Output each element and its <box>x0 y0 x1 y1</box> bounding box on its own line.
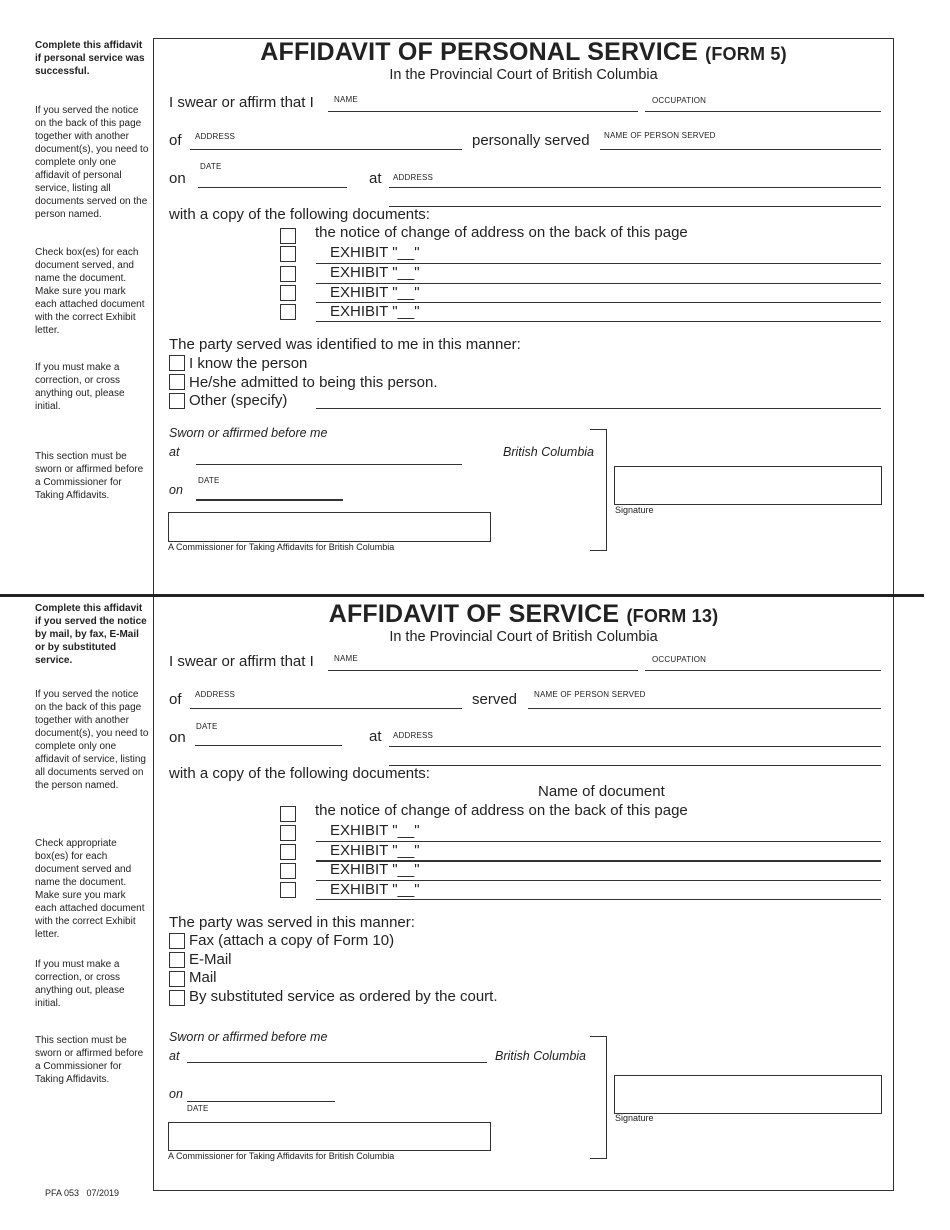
form5-exhibit-checkbox[interactable] <box>280 246 296 262</box>
form13-name-label: NAME <box>334 654 358 663</box>
form5-exhibit-checkbox[interactable] <box>280 304 296 320</box>
form5-id-option: I know the person <box>189 355 308 372</box>
form5-on-label: on <box>169 170 186 187</box>
form13-commissioner-label: A Commissioner for Taking Affidavits for British Columbia <box>168 1151 395 1161</box>
side1-p3: If you must make a correction, or cross anything out, please initial. <box>35 362 125 412</box>
form5-exhibit-label: EXHIBIT "__" <box>330 264 420 281</box>
form13-address2-label: ADDRESS <box>393 731 434 740</box>
form13-on-label: on <box>169 729 186 746</box>
form13-manner-option: E-Mail <box>189 951 232 968</box>
form13-sworn-date-label: DATE <box>187 1104 209 1113</box>
form13-bc-label: British Columbia <box>495 1049 587 1063</box>
form5-identified-label: The party served was identified to me in this manner: <box>169 336 521 353</box>
form13-address-field[interactable] <box>190 708 462 709</box>
form13-name-served-field[interactable] <box>528 708 881 709</box>
form13-exhibit-label: EXHIBIT "__" <box>330 881 420 898</box>
form13-name-of-doc-label: Name of document <box>538 783 665 800</box>
form5-docs-label: with a copy of the following documents: <box>169 206 430 223</box>
form5-sworn-date-field[interactable] <box>196 499 343 501</box>
form13-form-no: (FORM 13) <box>626 606 719 626</box>
form-code: PFA 053 07/2019 <box>45 1188 120 1198</box>
form13-date-field[interactable] <box>195 745 342 746</box>
form5-exhibit-checkbox[interactable] <box>280 266 296 282</box>
form5-notice-checkbox[interactable] <box>280 228 296 244</box>
form5-exhibit-label: EXHIBIT "__" <box>330 244 420 261</box>
form13-on-italic: on <box>169 1087 183 1101</box>
form13-exhibit-checkbox[interactable] <box>280 844 296 860</box>
form13-title <box>153 600 894 629</box>
form5-title <box>153 38 894 67</box>
form13-exhibit-checkbox[interactable] <box>280 882 296 898</box>
form13-served-label: served <box>472 691 518 708</box>
form5-exhibit-label: EXHIBIT "__" <box>330 284 420 301</box>
form5-commissioner-box[interactable] <box>168 512 491 542</box>
form13-signature-label: Signature <box>615 1113 654 1123</box>
form5-subtitle: In the Provincial Court of British Columbia <box>389 67 658 83</box>
form13-exhibit-checkbox[interactable] <box>280 863 296 879</box>
form5-commissioner-label: A Commissioner for Taking Affidavits for British Columbia <box>168 542 395 552</box>
side2-bold: Complete this affidavit if you served the notice by mail, by fax, E-Mail or by substituted service. <box>35 603 147 666</box>
form5-occupation-field[interactable] <box>645 111 881 112</box>
form13-at-italic: at <box>169 1049 180 1063</box>
form13-bracket <box>590 1036 607 1159</box>
form13-exhibit-field[interactable] <box>316 899 881 900</box>
form13-manner-label: The party was served in this manner: <box>169 914 415 931</box>
form5-address-label: ADDRESS <box>195 132 236 141</box>
form13-of-label: of <box>169 691 182 708</box>
form13-notice-label: the notice of change of address on the back of this page <box>315 802 688 819</box>
form5-exhibit-field[interactable] <box>316 321 881 322</box>
form13-manner-option: Fax (attach a copy of Form 10) <box>189 932 395 949</box>
form13-exhibit-label: EXHIBIT "__" <box>330 842 420 859</box>
form13-sworn-date-field[interactable] <box>187 1101 335 1102</box>
form13-exhibit-checkbox[interactable] <box>280 825 296 841</box>
form13-sworn-at-field[interactable] <box>187 1062 487 1063</box>
form5-other-field[interactable] <box>316 408 881 409</box>
form13-manner-checkbox[interactable] <box>169 933 185 949</box>
form5-address2-label: ADDRESS <box>393 173 434 182</box>
form13-docs-label: with a copy of the following documents: <box>169 765 430 782</box>
form5-sworn-date-label: DATE <box>198 476 220 485</box>
form5-exhibit-label: EXHIBIT "__" <box>330 303 420 320</box>
form13-manner-checkbox[interactable] <box>169 952 185 968</box>
form5-date-field[interactable] <box>198 187 347 188</box>
form5-id-option: He/she admitted to being this person. <box>189 374 438 391</box>
side2-p3: If you must make a correction, or cross anything out, please initial. <box>35 959 125 1009</box>
form13-occupation-field[interactable] <box>645 670 881 671</box>
form13-address2-field[interactable] <box>389 746 881 747</box>
form5-title-text: AFFIDAVIT OF PERSONAL SERVICE <box>260 38 699 66</box>
side2-p1: If you served the notice on the back of this page together with another document(s), you need to complete only one affidavit of service, listing all documents served on the person named. <box>35 689 149 791</box>
form13-title-text: AFFIDAVIT OF SERVICE <box>328 600 620 628</box>
form5-name-label: NAME <box>334 95 358 104</box>
form5-sworn-at-field[interactable] <box>196 464 462 465</box>
form5-name-served-field[interactable] <box>600 149 881 150</box>
form13-occupation-label: OCCUPATION <box>652 655 707 664</box>
form5-sworn-label: Sworn or affirmed before me <box>169 426 328 440</box>
side1-p4: This section must be sworn or affirmed before a Commissioner for Taking Affidavits. <box>35 451 144 501</box>
form13-at-label: at <box>369 728 382 745</box>
form5-on-italic: on <box>169 483 183 497</box>
form5-id-option: Other (specify) <box>189 392 288 409</box>
form5-signature-label: Signature <box>615 505 654 515</box>
form5-notice-label: the notice of change of address on the back of this page <box>315 224 688 241</box>
form5-at-label: at <box>369 170 382 187</box>
form13-manner-option: Mail <box>189 969 217 986</box>
form5-at-italic: at <box>169 445 180 459</box>
form13-date-label: DATE <box>196 722 218 731</box>
form5-signature-box[interactable] <box>614 466 882 505</box>
form5-name-field[interactable] <box>328 111 638 112</box>
form5-address2-field[interactable] <box>389 187 881 188</box>
form5-bracket <box>590 429 607 551</box>
form5-id-checkbox[interactable] <box>169 355 185 371</box>
form13-commissioner-box[interactable] <box>168 1122 491 1151</box>
form13-sworn-label: Sworn or affirmed before me <box>169 1030 328 1044</box>
form13-address-label: ADDRESS <box>195 690 236 699</box>
side1-p2: Check box(es) for each document served, and name the document. Make sure you mark each attached document with the correct Exhibit letter. <box>35 247 145 336</box>
form13-address2-field-line2[interactable] <box>389 765 881 766</box>
form5-form-no: (FORM 5) <box>705 44 787 64</box>
form5-address2-field-line2[interactable] <box>389 206 881 207</box>
form13-manner-option: By substituted service as ordered by the court. <box>189 988 498 1005</box>
form5-id-checkbox[interactable] <box>169 393 185 409</box>
form13-name-served-label: NAME OF PERSON SERVED <box>534 690 646 699</box>
side2-p2: Check appropriate box(es) for each document served and name the document. Make sure you mark each attached document with the correct Exhibit letter. <box>35 838 145 940</box>
side1-bold: Complete this affidavit if personal service was successful. <box>35 40 145 77</box>
form5-of-label: of <box>169 132 182 149</box>
form13-signature-box[interactable] <box>614 1075 882 1114</box>
form13-subtitle: In the Provincial Court of British Columbia <box>389 629 658 645</box>
side2-p4: This section must be sworn or affirmed before a Commissioner for Taking Affidavits. <box>35 1035 144 1085</box>
form5-id-checkbox[interactable] <box>169 374 185 390</box>
form13-name-field[interactable] <box>328 670 638 671</box>
form5-date-label: DATE <box>200 162 222 171</box>
form13-notice-checkbox[interactable] <box>280 806 296 822</box>
side1-p1: If you served the notice on the back of this page together with another document(s), you need to complete only one affidavit of personal service, listing all documents served on the person named. <box>35 105 149 220</box>
form5-exhibit-checkbox[interactable] <box>280 285 296 301</box>
form13-manner-checkbox[interactable] <box>169 990 185 1006</box>
form13-exhibit-label: EXHIBIT "__" <box>330 861 420 878</box>
form5-swear-label: I swear or affirm that I <box>169 94 314 111</box>
form5-bc-label: British Columbia <box>503 445 595 459</box>
form13-swear-label: I swear or affirm that I <box>169 653 314 670</box>
form5-name-served-label: NAME OF PERSON SERVED <box>604 131 716 140</box>
form13-manner-checkbox[interactable] <box>169 971 185 987</box>
form13-exhibit-label: EXHIBIT "__" <box>330 822 420 839</box>
form5-personally-served-label: personally served <box>472 132 590 149</box>
form5-occupation-label: OCCUPATION <box>652 96 707 105</box>
form5-address-field[interactable] <box>190 149 462 150</box>
